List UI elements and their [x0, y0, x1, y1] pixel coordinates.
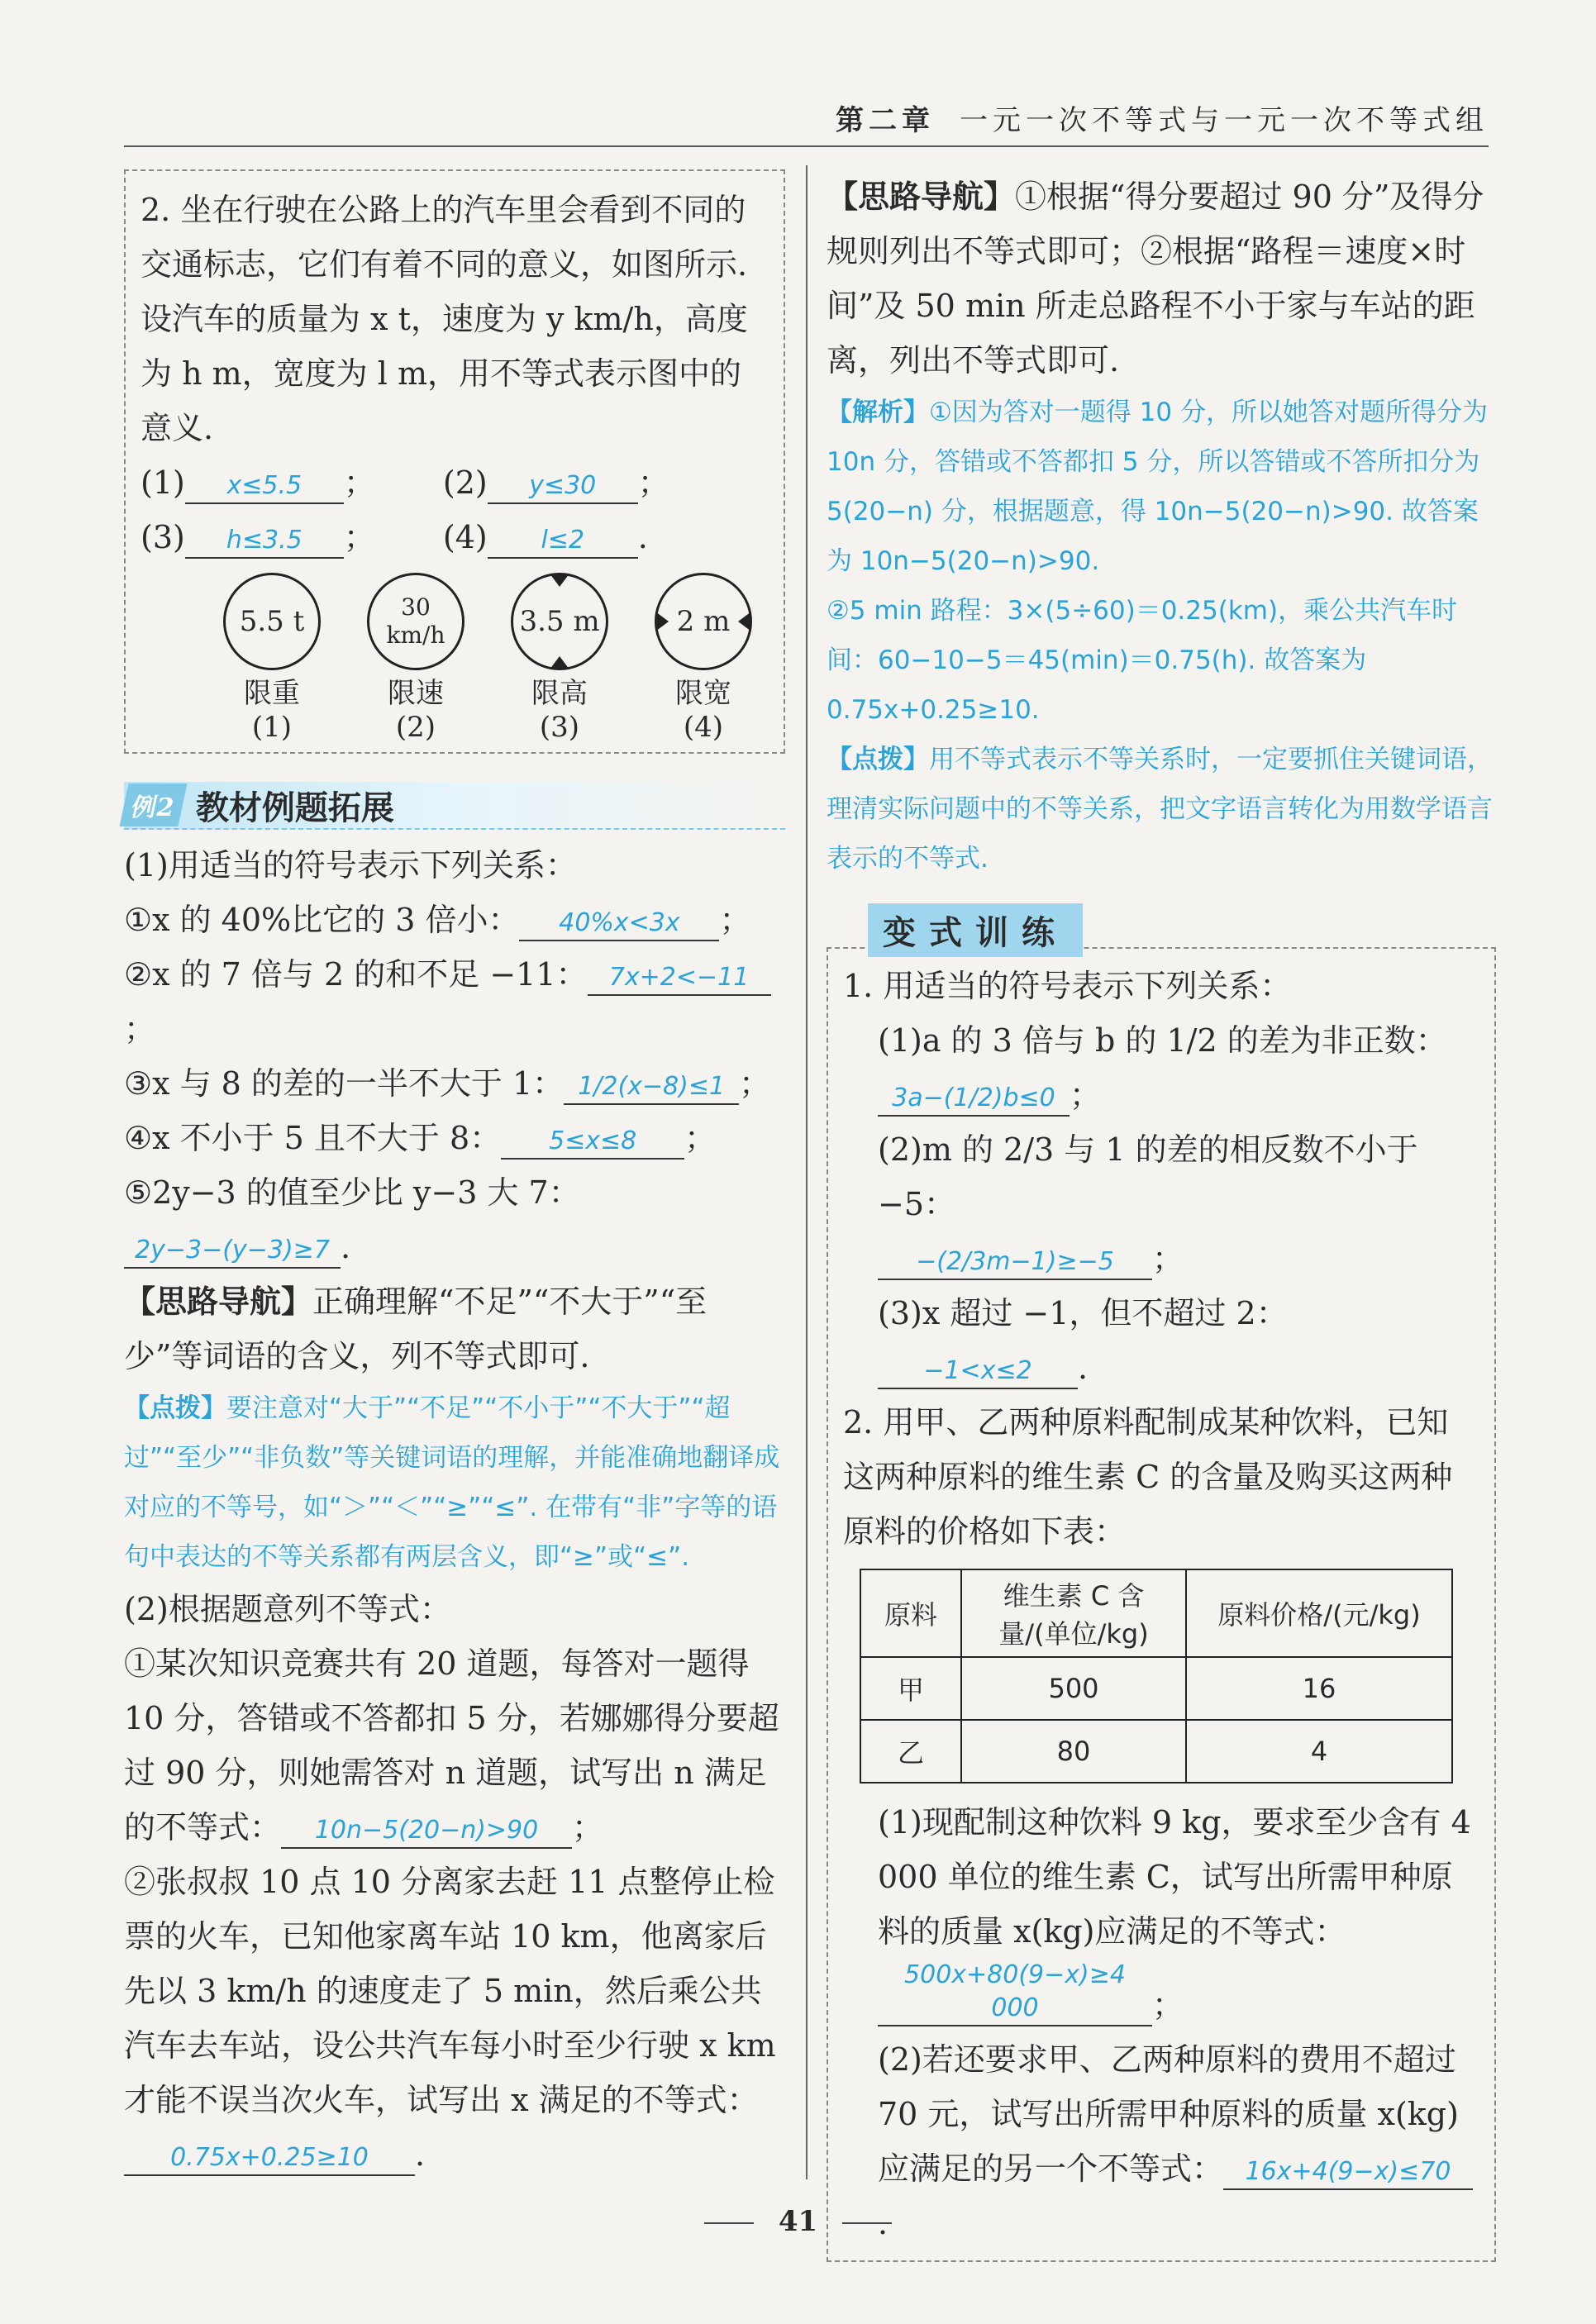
variant-1a: (1)a 的 3 倍与 b 的 1/2 的差为非正数： — [878, 1022, 1447, 1059]
variant-blank-2b[interactable]: 16x+4(9−x)≤70 — [1223, 2155, 1473, 2190]
example-title: 教材例题拓展 — [195, 788, 394, 827]
example-item-3: ③x 与 8 的差的一半不大于 1： 1/2(x−8)≤1 ； — [124, 1056, 785, 1111]
chapter-label: 第二章 — [836, 104, 935, 137]
sign-height-limit: 3.5 m 限高 (3) — [511, 573, 608, 744]
answer-blank-1[interactable]: x≤5.5 — [185, 469, 344, 504]
question-2-stem: 2. 坐在行驶在公路上的汽车里会看到不同的交通标志，它们有着不同的意义，如图所示. 设汽车的质量为 x t，速度为 y km/h，高度为 h m，宽度为 l m，用不等式表示图中的意义. — [141, 192, 748, 446]
traffic-signs — [223, 573, 752, 744]
table-cell: 80 — [961, 1720, 1186, 1783]
analysis-guide: 【思路导航】①根据“得分要超过 90 分”及得分规则列出不等式即可；②根据“路程＝速度×时间”及 50 min 所走总路程不小于家与车站的距离，列出不等式即可. — [827, 178, 1484, 379]
example-guide: 【思路导航】正确理解“不足”“不大于”“至少”等词语的含义，列不等式即可. — [124, 1283, 707, 1374]
question-2-answers-row2: (3) h≤3.5 ； (4) l≤2 . — [141, 510, 769, 564]
width-sign-icon: 2 m — [655, 573, 752, 670]
variant-1a-answer-line: 3a−(1/2)b≤0 ； — [843, 1068, 1479, 1122]
table-header-row — [860, 1569, 1452, 1657]
variant-training-title: 变式训练 — [868, 903, 1083, 957]
variant-1-intro: 1. 用适当的符号表示下列关系： — [843, 968, 1292, 1004]
example-blank-a[interactable]: 10n−5(20−n)>90 — [281, 1814, 572, 1849]
chapter-title: 一元一次不等式与一元一次不等式组 — [960, 104, 1489, 137]
example-blank-4[interactable]: 5≤x≤8 — [501, 1125, 684, 1160]
page-number: 41 — [0, 2205, 1596, 2238]
example-item-5: ⑤2y−3 的值至少比 y−3 大 7：2y−3−(y−3)≥7 . — [124, 1165, 785, 1274]
example-2-heading — [124, 782, 785, 830]
answer-blank-3[interactable]: h≤3.5 — [185, 524, 344, 559]
table-cell: 4 — [1186, 1720, 1452, 1783]
sign-width-limit: 2 m 限宽 (4) — [655, 573, 752, 744]
variant-1c: (3)x 超过 −1，但不超过 2：−1<x≤2 . — [843, 1286, 1479, 1395]
analysis-solution-1: 【解析】①因为答对一题得 10 分，所以她答对题所得分为 10n 分，答错或不答都扣 5 分，所以答错或不答所扣分为 5(20−n) 分，根据题意，得 10n−5(20−n)>90. 故答案为 10n−5(20−n)>90. — [827, 398, 1488, 576]
sign-speed-limit: 30 km/h 限速 (2) — [367, 573, 465, 744]
right-column — [827, 169, 1496, 2262]
variant-2-stem: 2. 用甲、乙两种原料配制成某种饮料，已知这两种原料的维生素 C 的含量及购买这两种原料的价格如下表： — [843, 1404, 1453, 1550]
variant-2b: (2)若还要求甲、乙两种原料的费用不超过 70 元，试写出所需甲种原料的质量 x(kg)应满足的另一个不等式： 16x+4(9−x)≤70. — [843, 2032, 1479, 2250]
example-part2-intro: (2)根据题意列不等式： — [124, 1591, 451, 1627]
analysis-tip: 【点拨】用不等式表示不等关系时，一定要抓住关键词语，理清实际问题中的不等关系，把文字语言转化为用数学语言表示的不等式. — [827, 745, 1493, 874]
header-rule — [124, 145, 1489, 147]
variant-blank-1a[interactable]: 3a−(1/2)b≤0 — [878, 1082, 1070, 1117]
example-blank-3[interactable]: 1/2(x−8)≤1 — [564, 1070, 739, 1105]
example-blank-1[interactable]: 40%x<3x — [519, 907, 719, 941]
example-item-1: ①x 的 40%比它的 3 倍小： 40%x<3x ； — [124, 893, 785, 947]
table-cell: 16 — [1186, 1657, 1452, 1720]
table-cell: 500 — [961, 1657, 1186, 1720]
example-blank-2[interactable]: 7x+2<−11 — [588, 961, 771, 996]
variant-1b: (2)m 的 2/3 与 1 的差的相反数不小于 −5： — [878, 1131, 1418, 1222]
analysis-solution-2: ②5 min 路程：3×(5÷60)＝0.25(km)，乘公共汽车时间：60−10−5＝45(min)＝0.75(h). 故答案为 0.75x+0.25≥10. — [827, 596, 1458, 725]
table-cell: 乙 — [860, 1720, 961, 1783]
example-question-b: ②张叔叔 10 点 10 分离家去赶 11 点整停止检票的火车，已知他家离车站 10 km，他离家后先以 3 km/h 的速度走了 5 min，然后乘公共汽车去车站，设公共汽车每小时至少行驶 x km 才能不误当次火车，试写出 x 满足的不等式：0.75x+0.25≥10 . — [124, 1855, 785, 2182]
example-blank-5[interactable]: 2y−3−(y−3)≥7 — [124, 1234, 341, 1269]
table-header-cell: 原料 — [860, 1569, 961, 1657]
variant-training-box — [827, 947, 1496, 2262]
weight-sign-icon: 5.5 t — [223, 573, 321, 670]
example-blank-b[interactable]: 0.75x+0.25≥10 — [124, 2141, 415, 2176]
variant-blank-1b[interactable]: −(2/3m−1)≥−5 — [878, 1245, 1152, 1280]
example-item-4: ④x 不小于 5 且不大于 8： 5≤x≤8 ； — [124, 1111, 785, 1165]
speed-sign-icon: 30 km/h — [367, 573, 465, 670]
material-table — [860, 1569, 1453, 1783]
variant-2a: (1)现配制这种饮料 9 kg，要求至少含有 4 000 单位的维生素 C，试写出所需甲种原料的质量 x(kg)应满足的不等式：500x+80(9−x)≥4 000 ； — [843, 1795, 1479, 2032]
chapter-header — [836, 98, 1489, 138]
question-2-box — [124, 169, 785, 754]
sign-weight-limit: 5.5 t 限重 (1) — [223, 573, 321, 744]
variant-1b-answer-line: −(2/3m−1)≥−5 ； — [843, 1231, 1479, 1286]
variant-blank-2a[interactable]: 500x+80(9−x)≥4 000 — [878, 1959, 1152, 2026]
variant-blank-1c[interactable]: −1<x≤2 — [878, 1355, 1078, 1389]
example-question-a: ①某次知识竞赛共有 20 道题，每答对一题得 10 分，答错或不答都扣 5 分，若娜娜得分要超过 90 分，则她需答对 n 道题，试写出 n 满足的不等式： 10n−5(20−n)>90 ； — [124, 1636, 785, 1855]
example-item-2: ②x 的 7 倍与 2 的和不足 −11： 7x+2<−11； — [124, 947, 785, 1056]
table-row — [860, 1720, 1452, 1783]
question-2-answers-row1: (1) x≤5.5 ； (2) y≤30 ； — [141, 455, 769, 510]
column-divider — [806, 165, 808, 2179]
example-part1-intro: (1)用适当的符号表示下列关系： — [124, 847, 577, 883]
left-column — [124, 169, 785, 2182]
example-tip: 【点拨】要注意对“大于”“不足”“不小于”“不大于”“超过”“至少”“非负数”等关键词语的理解，并能准确地翻译成对应的不等号，如“＞”“＜”“≥”“≤”. 在带有“非”字等的语句中表达的不等关系都有两层含义，即“≥”或“≤”. — [124, 1393, 780, 1572]
table-header-cell: 原料价格/(元/kg) — [1186, 1569, 1452, 1657]
example-badge: 例2 — [119, 783, 187, 826]
table-header-cell: 维生素 C 含量/(单位/kg) — [961, 1569, 1186, 1657]
height-sign-icon: 3.5 m — [511, 573, 608, 670]
table-cell: 甲 — [860, 1657, 961, 1720]
answer-blank-2[interactable]: y≤30 — [488, 469, 638, 504]
answer-blank-4[interactable]: l≤2 — [488, 524, 638, 559]
table-row — [860, 1657, 1452, 1720]
